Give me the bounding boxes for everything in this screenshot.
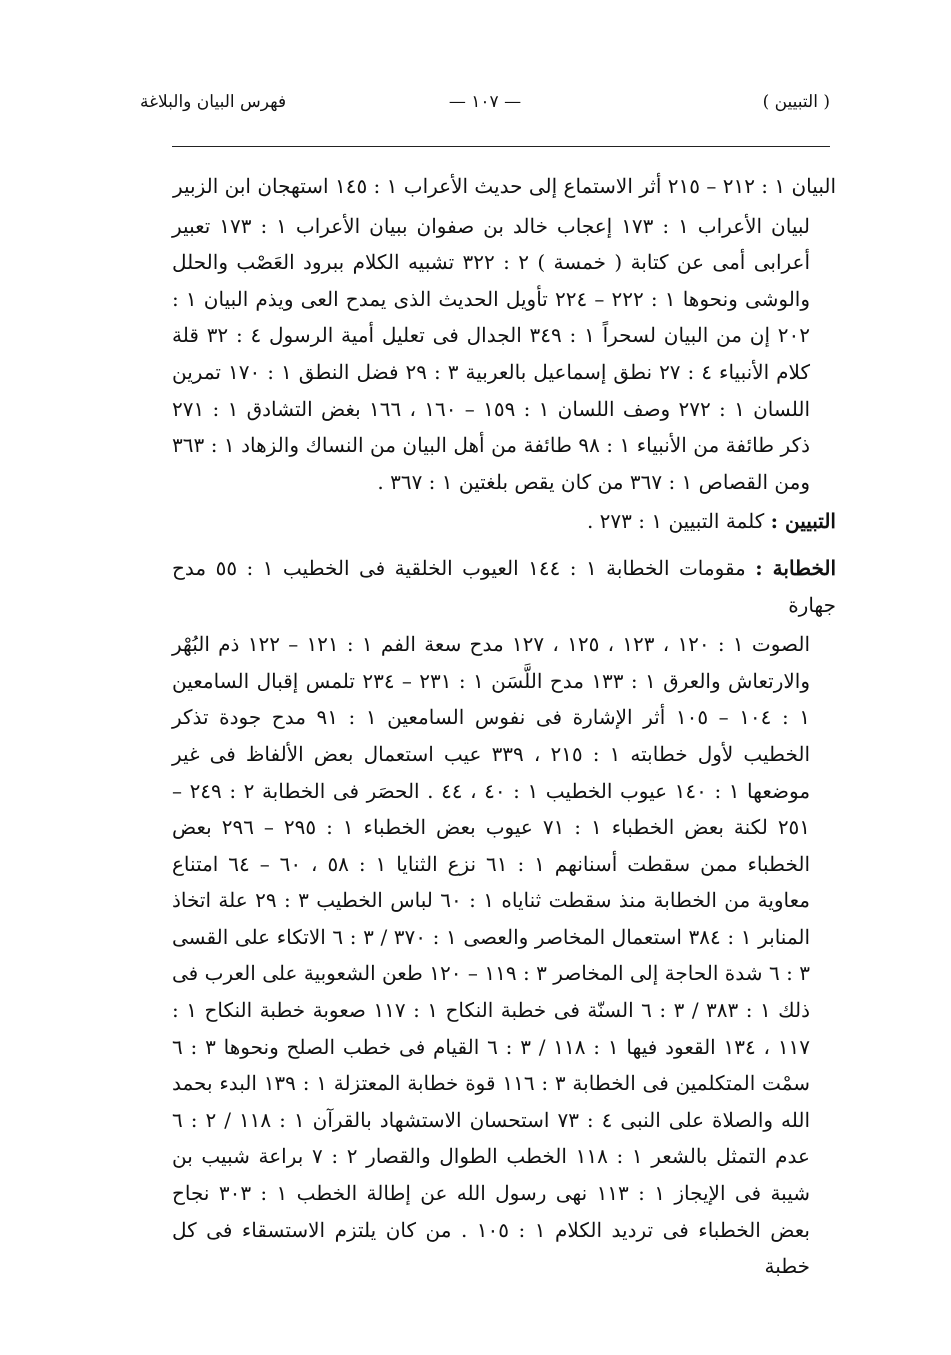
entry-heading: الخطابة : <box>755 555 837 580</box>
entry-text: لبيان الأعراب ١ : ١٧٣ إعجاب خالد بن صفوان ببيان الأعراب ١ : ١٧٣ تعبير أعرابى أمى عن كتابة ( خمسة ) ٢ : ٣٢٢ تشبيه الكلام ببرود العَصْب والحلل والوشى ونحوها ١ : ٢٢٢ – ٢٢٤ تأويل الحديث الذى يمدح العى ويذم البيان ١ : ٢٠٢ إن من البيان لسحراً ١ : ٣٤٩ الجدال فى تعليل أمية الرسول ٤ : ٣٢ قلة كلام الأنبياء ٤ : ٢٧ نطق إسماعيل بالعربية ٣ : ٢٩ فضل النطق ١ : ١٧٠ تمرين اللسان ١ : ٢٧٢ وصف اللسان ١ : ١٥٩ – ١٦٠ ، ١٦٦ بغض التشادق ١ : ٢٧١ ذكر طائفة من الأنبياء ١ : ٩٨ طائفة من أهل البيان من النساك والزهاد ١ : ٣٦٣ ومن القصاص ١ : ٣٦٧ من كان يقص بلغتين ١ : ٣٦٧ . <box>172 213 811 494</box>
entry-first-line: مقومات الخطابة ١ : ١٤٤ العيوب الخلقية فى الخطيب ١ : ٥٥ مدح جهارة <box>172 555 836 617</box>
header-section-title: ( التبيين ) <box>762 92 830 112</box>
index-entry-tabyin <box>172 503 836 540</box>
header-rule <box>172 146 830 147</box>
entry-first-line: كلمة التبيين ١ : ٢٧٣ . <box>586 509 765 534</box>
index-body <box>172 168 836 1285</box>
index-entry-khitaba-continued <box>172 626 836 1285</box>
header-index-title: فهرس البيان والبلاغة <box>140 92 287 112</box>
index-entry-bayan <box>172 168 836 205</box>
index-entry-khitaba <box>172 550 836 623</box>
entry-text: الصوت ١ : ١٢٠ ، ١٢٣ ، ١٢٥ ، ١٢٧ مدح سعة الفم ١ : ١٢١ – ١٢٢ ذم البُهْر والارتعاش والعرق ١ : ١٣٣ مدح اللَّسَن ١ : ٢٣١ – ٢٣٤ تلمس إقبال السامعين ١ : ١٠٤ – ١٠٥ أثر الإشارة فى نفوس السامعين ١ : ٩١ مدح جودة تذكر الخطيب لأول خطابته ١ : ٢١٥ ، ٣٣٩ عيب استعمال بعض الألفاظ فى غير موضعها ١ : ١٤٠ عيوب الخطيب ١ : ٤٠ ، ٤٤ . الحصَر فى الخطابة ٢ : ٢٤٩ – ٢٥١ لكنة بعض الخطباء ١ : ٧١ عيوب بعض الخطباء ١ : ٢٩٥ – ٢٩٦ بعض الخطباء ممن سقطت أسنانهم ١ : ٦١ نزع الثنايا ١ : ٥٨ ، ٦٠ – ٦٤ امتناع معاوية من الخطابة منذ سقطت ثناياه ١ : ٦٠ لباس الخطيب ٣ : ٢٩ علة اتخاذ المنابر ١ : ٣٨٤ استعمال المخاصر والعصى ١ : ٣٧٠ / ٣ : ٦ الاتكاء على القسى ٣ : ٦ شدة الحاجة إلى المخاصر ٣ : ١١٩ – ١٢٠ طعن الشعوبية على العرب فى ذلك ١ : ٣٨٣ / ٣ : ٦ السنّة فى خطبة النكاح ١ : ١١٧ صعوبة خطبة النكاح ١ : ١١٧ ، ١٣٤ القعود فيها ١ : ١١٨ / ٣ : ٦ القيام فى خطب الصلح ونحوها ٣ : ٦ سمْت المتكلمين فى الخطابة ٣ : ١١٦ قوة خطابة المعتزلة ١ : ١٣٩ البدء بحمد الله والصلاة على النبى ٤ : ٧٣ استحسان الاستشهاد بالقرآن ١ : ١١٨ / ٢ : ٦ عدم التمثل بالشعر ١ : ١١٨ الخطب الطوال والقصار ٢ : ٧ براعة شبيب بن شيبة فى الإيجاز ١ : ١١٣ نهى رسول الله عن إطالة الخطب ١ : ٣٠٣ نجاح بعض الخطباء فى ترديد الكلام ١ : ١٠٥ . من كان يلتزم الاستسقاء فى كل خطبة <box>172 632 811 1279</box>
index-entry-bayan-continued <box>172 208 836 501</box>
entry-first-line: البيان ١ : ٢١٢ – ٢١٥ أثر الاستماع إلى حديث الأعراب ١ : ١٤٥ استهجان ابن الزبير <box>172 174 836 198</box>
entry-heading: التبيين : <box>770 509 836 534</box>
page-number: — ١٠٧ — <box>448 92 522 112</box>
running-header <box>140 92 830 122</box>
